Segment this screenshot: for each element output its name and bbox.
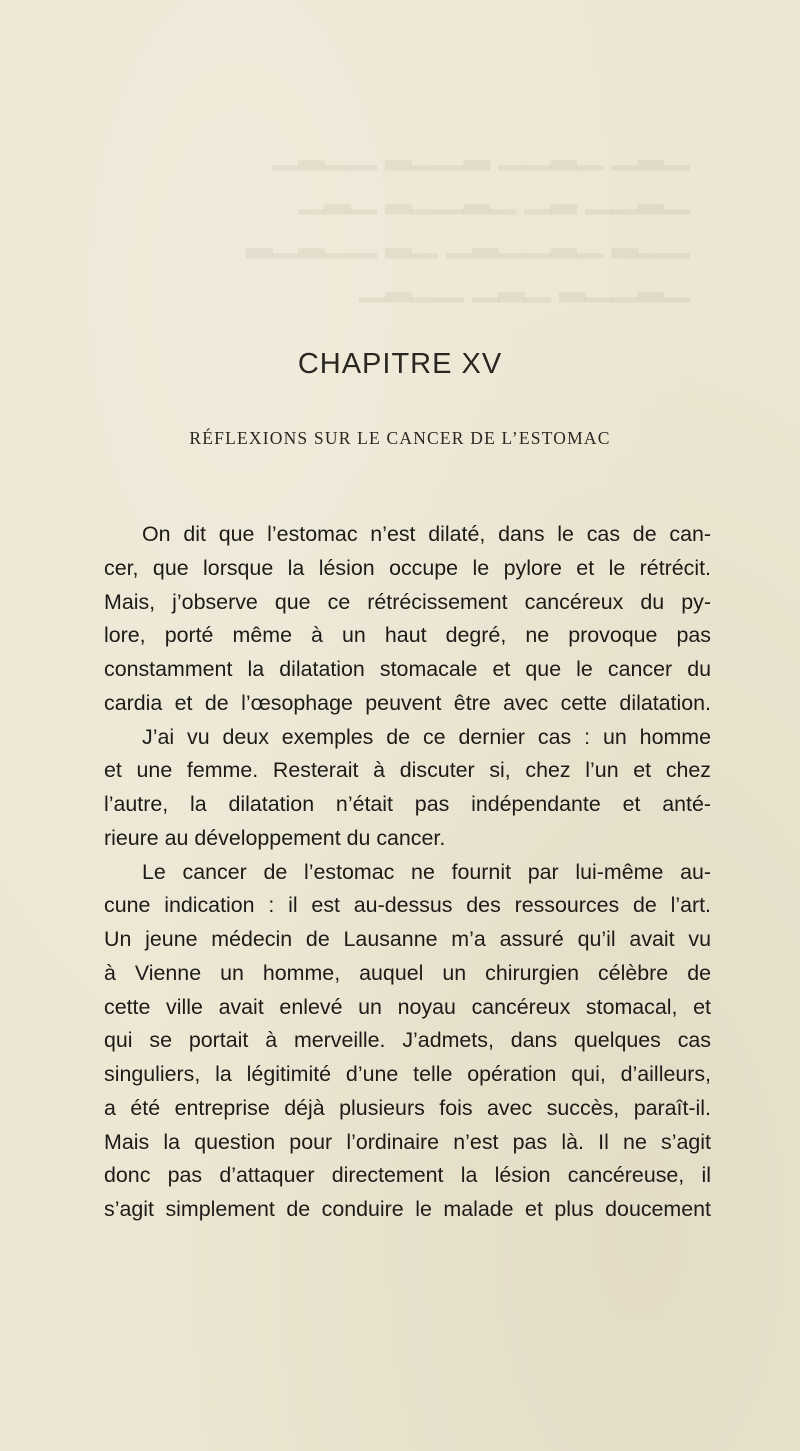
text-line: cardia et de l’œsophage peuvent être avec cette dilatation. bbox=[104, 690, 711, 715]
text-line: donc pas d’attaquer directement la lésion cancéreuse, il bbox=[104, 1163, 711, 1188]
body-text bbox=[104, 518, 711, 1227]
text-line: à Vienne un homme, auquel un chirurgien célèbre de bbox=[104, 960, 711, 985]
text-line: Un jeune médecin de Lausanne m’a assuré qu’il avait vu bbox=[104, 927, 711, 951]
text-line: cette ville avait enlevé un noyau cancéreux stomacal, et bbox=[104, 994, 711, 1019]
text-line: l’autre, la dilatation n’était pas indépendante et anté- bbox=[104, 792, 711, 816]
text-line: cune indication : il est au-dessus des ressources de l’art. bbox=[104, 893, 711, 918]
text-line: rieure au développement du cancer. bbox=[104, 825, 446, 850]
text-line: J’ai vu deux exemples de ce dernier cas : un homme bbox=[142, 724, 711, 749]
show-through-texture: ▁▂▁ ▁▂▁▁ ▂▁▁▂ ▁▁▂▁ ▁▂▁▁ ▂▁ ▁▂▁▁▂ ▁▂▁ ▁▁▂ ▁▂▁▁▂▁ ▁▂ ▁▁▂▁▂ ▁▂▁▁▂ ▁▂▁ ▁▁▂▁ bbox=[246, 133, 690, 302]
text-line: s’agit simplement de conduire le malade et plus doucement bbox=[104, 1197, 711, 1221]
text-line: cer, que lorsque la lésion occupe le pylore et le rétrécit. bbox=[104, 555, 711, 580]
text-line: On dit que l’estomac n’est dilaté, dans le cas de can- bbox=[142, 522, 711, 546]
text-line: qui se portait à merveille. J’admets, dans quelques cas bbox=[104, 1028, 711, 1053]
text-line: singuliers, la légitimité d’une telle opération qui, d’ailleurs, bbox=[104, 1062, 711, 1086]
text-line: constamment la dilatation stomacale et que le cancer du bbox=[104, 657, 711, 681]
text-line: et une femme. Resterait à discuter si, chez l’un et chez bbox=[104, 758, 711, 783]
text-line: Le cancer de l’estomac ne fournit par lui-même au- bbox=[142, 859, 711, 884]
chapter-subtitle: RÉFLEXIONS SUR LE CANCER DE L’ESTOMAC bbox=[189, 428, 611, 448]
text-line: a été entreprise déjà plusieurs fois avec succès, paraît-il. bbox=[104, 1095, 711, 1120]
text-line: Mais la question pour l’ordinaire n’est pas là. Il ne s’agit bbox=[104, 1129, 711, 1154]
text-line: Mais, j’observe que ce rétrécissement cancéreux du py- bbox=[104, 589, 711, 614]
text-line: lore, porté même à un haut degré, ne provoque pas bbox=[104, 623, 711, 648]
chapter-title: CHAPITRE XV bbox=[297, 348, 503, 380]
